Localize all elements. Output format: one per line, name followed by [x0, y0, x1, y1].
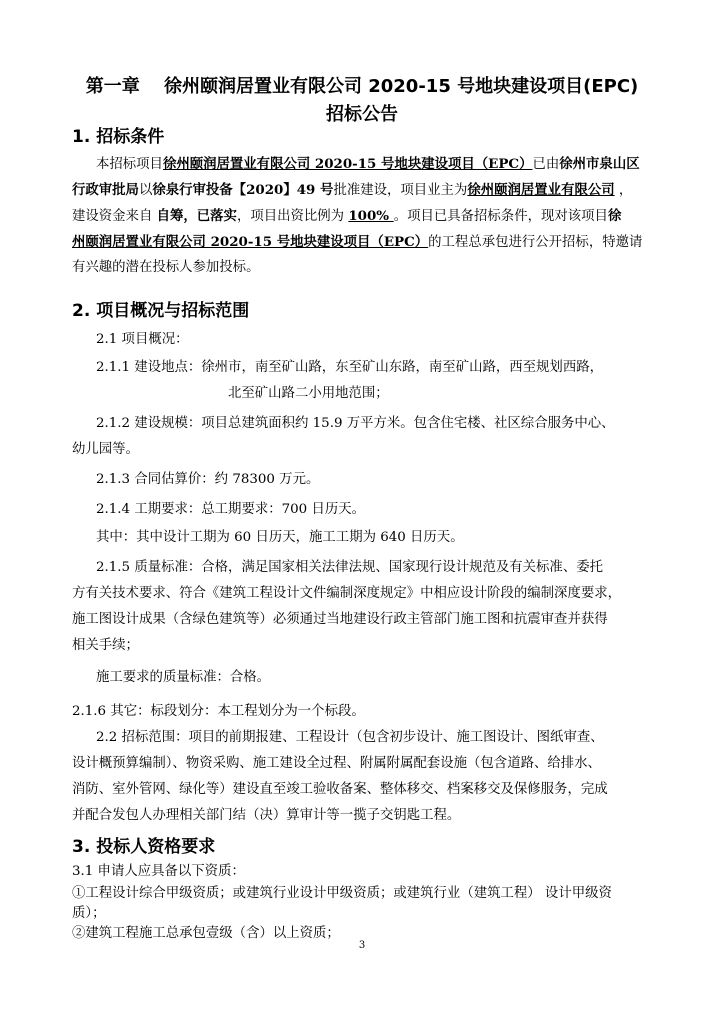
s2-line12: 相关手续；	[72, 638, 139, 653]
s2-line4: 2.1.2 建设规模：项目总建筑面积约 15.9 万平方米。包含住宅楼、社区综合服务中心、	[96, 416, 615, 431]
s2-line16: 设计概预算编制）、物资采购、施工建设全过程、附属附属配套设施（包含道路、给排水、	[72, 756, 601, 771]
s2-line18: 并配合发包人办理相关部门结（决）算审计等一揽子交钥匙工程。	[72, 808, 461, 823]
s1-line3: 建设资金来自 自筹，已落实，项目出资比例为 100% 。项目已具备招标条件，现对该项目徐	[72, 208, 622, 224]
s2-line3: 北至矿山路二小用地范围；	[228, 386, 389, 401]
s3-line2: ①工程设计综合甲级资质；或建筑行业设计甲级资质；或建筑行业（建筑工程） 设计甲级资	[72, 886, 612, 901]
s3-line3: 质）；	[72, 906, 106, 921]
page-number: 3	[358, 940, 366, 951]
s1-line1: 本招标项目徐州颐润居置业有限公司 2020-15 号地块建设项目（EPC）已由徐州市泉山区	[96, 156, 640, 172]
s2-line6: 2.1.3 合同估算价：约 78300 万元。	[96, 472, 320, 487]
s2-line2: 2.1.1 建设地点：徐州市，南至矿山路，东至矿山东路，南至矿山路，西至规划西路，	[96, 360, 603, 375]
s1-line4: 州颐润居置业有限公司 2020-15 号地块建设项目（EPC）的工程总承包进行公开招标，特邀请	[72, 234, 643, 250]
section-heading-1: 1. 招标条件	[72, 127, 165, 147]
section-heading-2: 2. 项目概况与招标范围	[72, 301, 250, 321]
s2-line11: 施工图设计成果（含绿色建筑等）必须通过当地建设行政主管部门施工图和抗震审查并获得	[72, 612, 608, 627]
s2-line7: 2.1.4 工期要求：总工期要求：700 日历天。	[96, 502, 366, 517]
s2-line17: 消防、室外管网、绿化等）建设直至竣工验收备案、整体移交、档案移交及保修服务，完成	[72, 782, 608, 797]
s3-line4: ②建筑工程施工总承包壹级（含）以上资质；	[72, 926, 340, 941]
s1-line2: 行政审批局以徐泉行审投备【2020】49 号批准建设，项目业主为徐州颐润居置业有限公司 ，	[72, 182, 633, 198]
section-heading-3: 3. 投标人资格要求	[72, 837, 216, 857]
s2-line15: 2.2 招标范围：项目的前期报建、工程设计（包含初步设计、施工图设计、图纸审查、	[96, 730, 604, 745]
s2-line5: 幼儿园等。	[72, 442, 139, 457]
s3-line1: 3.1 申请人应具备以下资质：	[72, 864, 245, 879]
s1-line5: 有兴趣的潜在投标人参加投标。	[72, 260, 260, 275]
s2-line8: 其中：其中设计工期为 60 日历天，施工工期为 640 日历天。	[96, 530, 464, 545]
s2-line13: 施工要求的质量标准：合格。	[96, 670, 271, 685]
s2-line14: 2.1.6 其它：标段划分：本工程划分为一个标段。	[72, 704, 365, 719]
s2-line10: 方有关技术要求、符合《建筑工程设计文件编制深度规定》中相应设计阶段的编制深度要求，	[72, 586, 622, 601]
s2-line9: 2.1.5 质量标准：合格，满足国家相关法律法规、国家现行设计规范及有关标准、委托	[96, 560, 603, 575]
chapter-subtitle: 招标公告	[326, 104, 398, 125]
chapter-title: 第一章 徐州颐润居置业有限公司 2020-15 号地块建设项目(EPC)	[85, 76, 639, 97]
s2-line1: 2.1 项目概况：	[96, 332, 189, 347]
